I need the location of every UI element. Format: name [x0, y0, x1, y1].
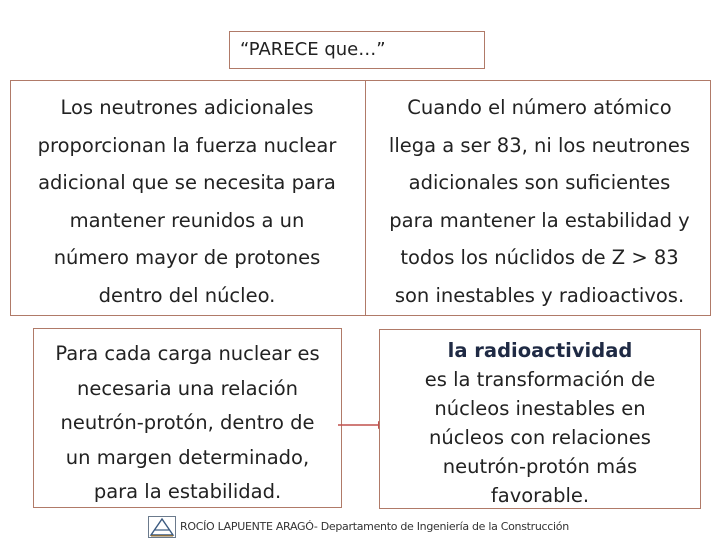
radioactivity-line: favorable.	[490, 484, 590, 507]
left-column-line: Los neutrones adicionales	[60, 96, 314, 119]
left-column-line: dentro del núcleo.	[98, 283, 276, 307]
column-divider	[365, 81, 366, 315]
slide-title: “PARECE que…”	[240, 39, 386, 60]
radioactivity-line: núcleos con relaciones	[429, 426, 651, 449]
radioactivity-box	[379, 329, 701, 509]
stability-line: un margen determinado,	[65, 445, 310, 469]
stability-line: para la estabilidad.	[93, 480, 282, 504]
university-logo-icon	[148, 516, 176, 538]
right-column-line: para mantener la estabilidad y	[389, 208, 690, 232]
title-box	[229, 31, 485, 69]
radioactivity-line: núcleos inestables en	[434, 397, 646, 420]
right-column-line: todos los núclidos de Z > 83	[400, 246, 679, 270]
stability-line: neutrón-protón, dentro de	[60, 411, 315, 435]
radioactivity-heading: la radioactividad	[447, 339, 633, 362]
right-column-line: adicionales son suficientes	[408, 171, 671, 195]
footer	[148, 516, 608, 538]
comparison-box	[10, 80, 711, 316]
right-column-line: llega a ser 83, ni los neutrones	[388, 133, 691, 157]
left-column-line: número mayor de protones	[53, 246, 321, 270]
right-column-line: Cuando el número atómico	[407, 96, 672, 119]
stability-line: Para cada carga nuclear es	[55, 342, 320, 365]
left-column-line: mantener reunidos a un	[69, 208, 305, 232]
stability-box	[33, 328, 342, 508]
left-column-line: adicional que se necesita para	[38, 171, 336, 195]
right-column-line: son inestables y radioactivos.	[394, 283, 685, 307]
right-column	[367, 89, 712, 315]
radioactivity-line: es la transformación de	[424, 368, 656, 391]
left-column	[11, 89, 363, 315]
radioactivity-line: neutrón-protón más	[442, 455, 638, 478]
left-column-line: proporcionan la fuerza nuclear	[37, 133, 337, 157]
stability-line: necesaria una relación	[76, 376, 298, 400]
footer-credit: ROCÍO LAPUENTE ARAGÓ- Departamento de Ingeniería de la Construcción	[180, 520, 569, 533]
